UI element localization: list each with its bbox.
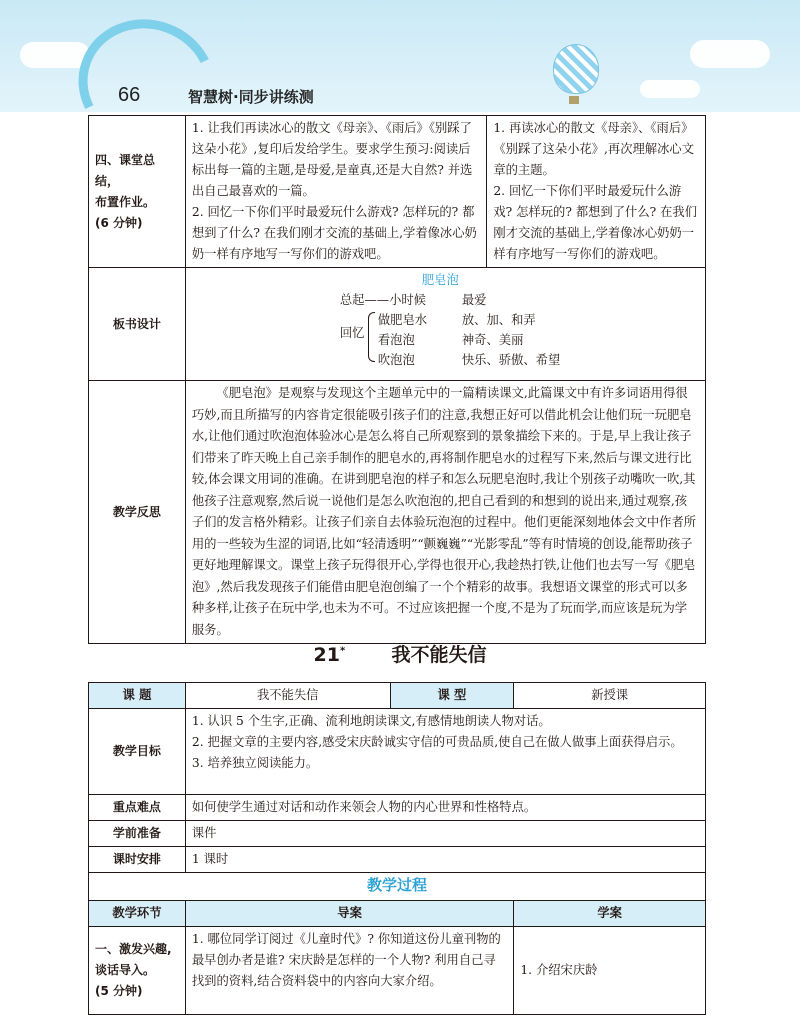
page-number: 66 <box>118 84 141 106</box>
lesson-name: 我不能失信 <box>391 644 487 666</box>
reflection-text: 《肥皂泡》是观察与发现这个主题单元中的一篇精读课文,此篇课文中有许多词语用得很巧妙,而且所描写的内容肯定很能吸引孩子们的注意,我想正好可以借此机会让他们玩一玩肥皂水,让他们通过吹泡泡体验冰心是怎么将自己所观察到的景象描绘下来的。于是,早上我让孩子们带来了昨天晚上自己亲手制作的肥皂水的,再将制作肥皂水的过程写下来,然后与课文进行比较,体会课文用词的准确。在讲到肥皂泡的样子和怎么玩肥皂泡时,我让个别孩子动嘴吹一吹,其他孩子注意观察,然后说一说他们是怎么吹泡泡的,把自己看到的和想到的说出来,通过观察,孩子们的发言格外精彩。让孩子们亲自去体验玩泡泡的过程中。他们更能深刻地体会文中作者所用的一些较为生涩的词语,比如“轻清透明”“颤巍巍”“光影零乱”等有时情境的创设,能帮助孩子更好地理解课文。课堂上孩子玩得很开心,学得也很开心,我趁热打铁,让他们也去写一写《肥皂泡》,然后我发现孩子们能借由肥皂泡创编了一个个精彩的故事。我想语文课堂的形式可以多种多样,让孩子在玩中学,也未为不可。不过应该把握一个度,不是为了玩而学,而应该是玩为学服务。 <box>185 381 705 644</box>
board-item: 做肥皂水 <box>377 313 428 327</box>
stage1-label-line: 一、激发兴趣, <box>95 942 172 956</box>
lesson-title <box>0 640 800 667</box>
prep-label: 学前准备 <box>89 821 186 847</box>
stage-label-line: 布置作业。 <box>95 194 156 209</box>
hot-air-balloon-icon <box>553 44 599 94</box>
stage1-guide: 1. 哪位同学订阅过《儿童时代》? 你知道这份儿童刊物的最早创办者是谁? 宋庆龄是怎样的一个人物? 利用自己寻找到的资料,结合资料袋中的内容向大家介绍。 <box>185 927 513 1015</box>
board-label: 板书设计 <box>89 268 186 381</box>
stage-label-line: (6 分钟) <box>95 215 143 230</box>
board-line1-right: 最爱 <box>461 293 487 307</box>
stage1-cell <box>89 927 186 1015</box>
board-design-cell <box>185 268 705 381</box>
table-row <box>89 683 706 709</box>
col-guide: 导案 <box>185 901 513 927</box>
lesson-plan-table <box>88 682 706 1015</box>
board-desc: 放、加、和弄 <box>461 313 536 327</box>
guide-item: 2. 回忆一下你们平时最爱玩什么游戏? 怎样玩的? 都想到了什么? 在我们刚才交流的基础上,学着像冰心奶奶一样有序地写一写你们的游戏吧。 <box>191 205 477 261</box>
goals-label: 教学目标 <box>89 709 186 795</box>
guide-item: 1. 让我们再读冰心的散文《母亲》、《雨后》《别踩了这朵小花》,复印后发给学生。要求学生预习:阅读后标出每一篇的主题,是母爱,是童真,还是大自然? 并选出自己最喜欢的一篇。 <box>191 121 473 198</box>
process-title: 教学过程 <box>89 873 706 901</box>
goal-item: 3. 培养独立阅读能力。 <box>191 756 319 770</box>
study-item: 1. 再读冰心的散文《母亲》、《雨后》《别踩了这朵小花》,再次理解冰心文章的主题。 <box>493 121 695 177</box>
cloud-decoration <box>640 80 700 98</box>
cloud-decoration <box>690 40 770 68</box>
stage1-label-line: (5 分钟) <box>95 984 143 998</box>
board-line1-left: 总起——小时候 <box>339 293 426 307</box>
goal-item: 1. 认识 5 个生字,正确、流利地朗读课文,有感情地朗读人物对话。 <box>191 714 551 728</box>
key-value: 如何使学生通过对话和动作来领会人物的内心世界和性格特点。 <box>185 795 705 821</box>
board-item: 吹泡泡 <box>377 353 415 367</box>
lesson-number: 21 <box>313 644 340 666</box>
table-row <box>89 795 706 821</box>
goals-cell <box>185 709 705 795</box>
table-row <box>89 901 706 927</box>
lesson-mark: * <box>339 645 346 657</box>
prep-value: 课件 <box>185 821 705 847</box>
topic-label: 课 题 <box>89 683 186 709</box>
stage-cell <box>89 116 186 268</box>
guide-cell <box>185 116 486 268</box>
table-row <box>89 268 706 381</box>
table-row <box>89 873 706 901</box>
book-title: 智慧树·同步讲练测 <box>188 88 314 106</box>
col-study: 学案 <box>514 901 706 927</box>
brace-icon <box>368 312 375 362</box>
summary-table <box>88 115 706 644</box>
board-design <box>192 270 699 378</box>
time-value: 1 课时 <box>185 847 705 873</box>
stage-label-line: 四、课堂总结， <box>95 152 156 188</box>
col-stage: 教学环节 <box>89 901 186 927</box>
table-row <box>89 847 706 873</box>
key-label: 重点难点 <box>89 795 186 821</box>
cloud-decoration <box>20 42 90 68</box>
time-label: 课时安排 <box>89 847 186 873</box>
reflection-label: 教学反思 <box>89 381 186 644</box>
stage1-label-line: 谈话导入。 <box>95 963 156 977</box>
board-desc: 快乐、骄傲、希望 <box>461 353 561 367</box>
table-row <box>89 821 706 847</box>
board-title: 肥皂泡 <box>421 273 459 287</box>
stage1-study: 1. 介绍宋庆龄 <box>514 927 706 1015</box>
table-row <box>89 116 706 268</box>
board-desc: 神奇、美丽 <box>461 333 524 347</box>
type-label: 课 型 <box>390 683 514 709</box>
study-item: 2. 回忆一下你们平时最爱玩什么游戏? 怎样玩的? 都想到了什么? 在我们刚才交流的基础上,学着像冰心奶奶一样有序地写一写你们的游戏吧。 <box>493 184 698 261</box>
table-row <box>89 709 706 795</box>
table-row <box>89 381 706 644</box>
study-cell <box>487 116 706 268</box>
type-value: 新授课 <box>514 683 706 709</box>
balloon-basket-icon <box>569 96 579 104</box>
topic-value: 我不能失信 <box>185 683 390 709</box>
board-item: 看泡泡 <box>377 333 415 347</box>
table-row <box>89 927 706 1015</box>
page-header <box>0 0 800 112</box>
goal-item: 2. 把握文章的主要内容,感受宋庆龄诚实守信的可贵品质,使自己在做人做事上面获得启示。 <box>191 735 683 749</box>
board-recall: 回忆 <box>339 326 365 340</box>
